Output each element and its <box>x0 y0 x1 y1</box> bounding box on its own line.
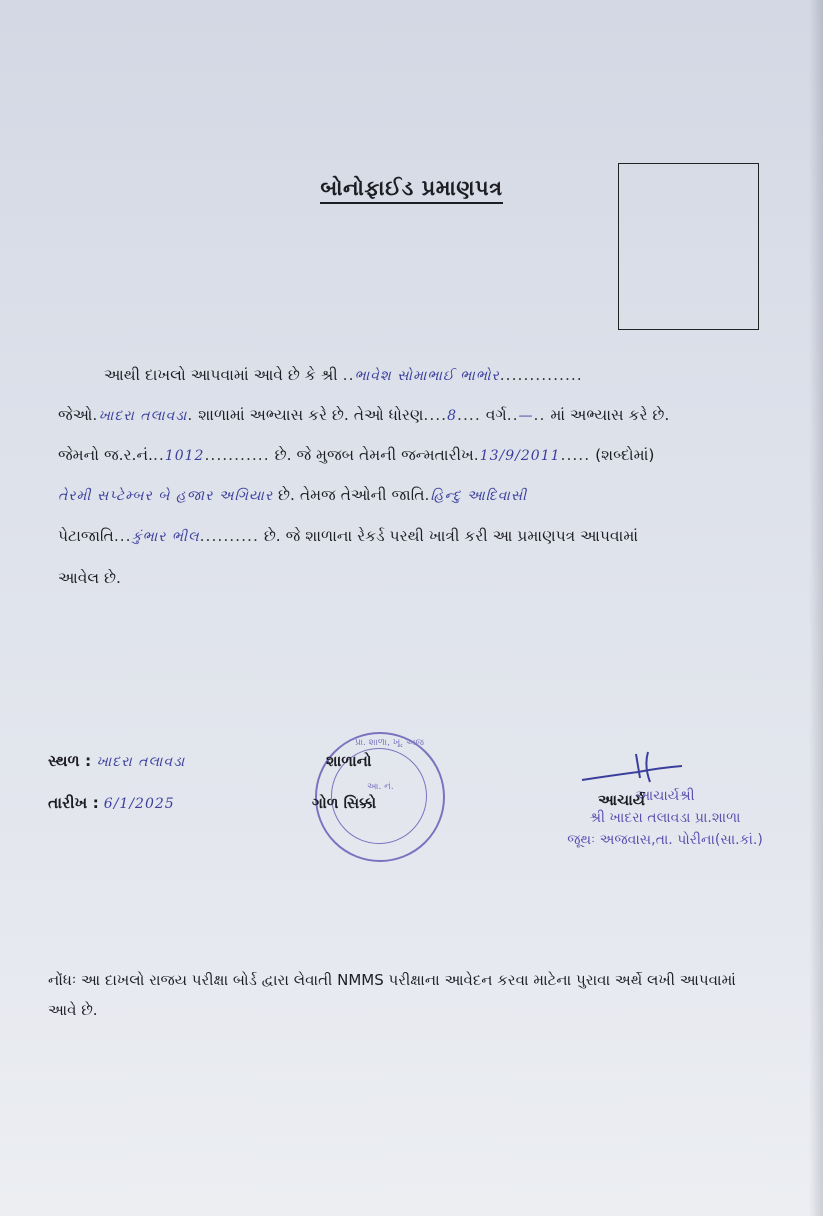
principal-stamp-line-2: શ્રી ખાદરા તલાવડા પ્રા.શાળા <box>589 810 741 826</box>
certificate-title: બોનોફાઈડ પ્રમાણપત્ર <box>0 176 823 201</box>
principal-label: આચાર્ય <box>598 791 646 809</box>
division: — <box>518 408 534 424</box>
body-line-6: આવેલ છે. <box>58 569 121 587</box>
dob-in-words: તેરમી સપ્ટેમ્બર બે હજાર અગિયાર <box>58 488 274 504</box>
body-line-3: જેમનો જ.ર.નં...1012........... છે. જે મુજબ તેમની જન્મતારીખ.13/9/2011..... (શબ્દોમાં) <box>58 446 655 464</box>
seal-label-line-2: ગોળ સિક્કો <box>312 794 377 812</box>
gr-number: 1012 <box>164 448 205 464</box>
body-line-5: પેટાજાતિ...કુંભાર ભીલ.......... છે. જે શાળાના રેકર્ડ પરથી ખાત્રી કરી આ પ્રમાણપત્ર આપવામાં <box>58 527 639 545</box>
body-line-1: આથી દાખલો આપવામાં આવે છે કે શ્રી ..ભાવેશ સોમાભાઈ ભાભોર.............. <box>104 366 583 384</box>
place-row: સ્થળ : ખાદરા તલાવડા <box>48 752 186 770</box>
place-value: ખાદરા તલાવડા <box>96 754 186 770</box>
seal-label-line-1: શાળાનો <box>326 752 372 770</box>
date-value: 6/1/2025 <box>103 796 175 812</box>
date-of-birth: 13/9/2011 <box>479 448 561 464</box>
principal-stamp-line-3: જૂથઃ અજવાસ,તા. પોરીના(સા.કાં.) <box>567 832 763 848</box>
sub-caste: કુંભાર ભીલ <box>131 529 200 545</box>
student-name: ભાવેશ સોમાભાઈ ભાભોર <box>354 368 500 384</box>
photo-placeholder-box <box>618 163 759 330</box>
school-name: ખાદરા તલાવડા <box>98 408 188 424</box>
principal-sign-block <box>540 785 790 851</box>
caste: હિન્દુ આદિવાસી <box>430 488 528 504</box>
body-line-4: તેરમી સપ્ટેમ્બર બે હજાર અગિયાર છે. તેમજ તેઓની જાતિ.હિન્દુ આદિવાસી <box>58 486 528 504</box>
principal-stamp-line-1: આચાર્યશ્રી <box>635 788 695 804</box>
school-round-seal: પ્રા. શાળા, ખૂ. અજ આ. નં. <box>315 732 445 862</box>
date-row: તારીખ : 6/1/2025 <box>48 794 175 812</box>
footer-note: નોંધઃ આ દાખલો રાજય પરીક્ષા બોર્ડ દ્વારા લેવાતી NMMS પરીક્ષાના આવેદન કરવા માટેના પુરાવા અર્થે લખી આપવામાં આવે છે. <box>48 971 736 1019</box>
standard: 8 <box>447 408 458 424</box>
body-line-2: જેઓ.ખાદરા તલાવડા. શાળામાં અભ્યાસ કરે છે. તેઓ ધોરણ....8.... વર્ગ..—.. માં અભ્યાસ કરે છે. <box>58 406 670 424</box>
